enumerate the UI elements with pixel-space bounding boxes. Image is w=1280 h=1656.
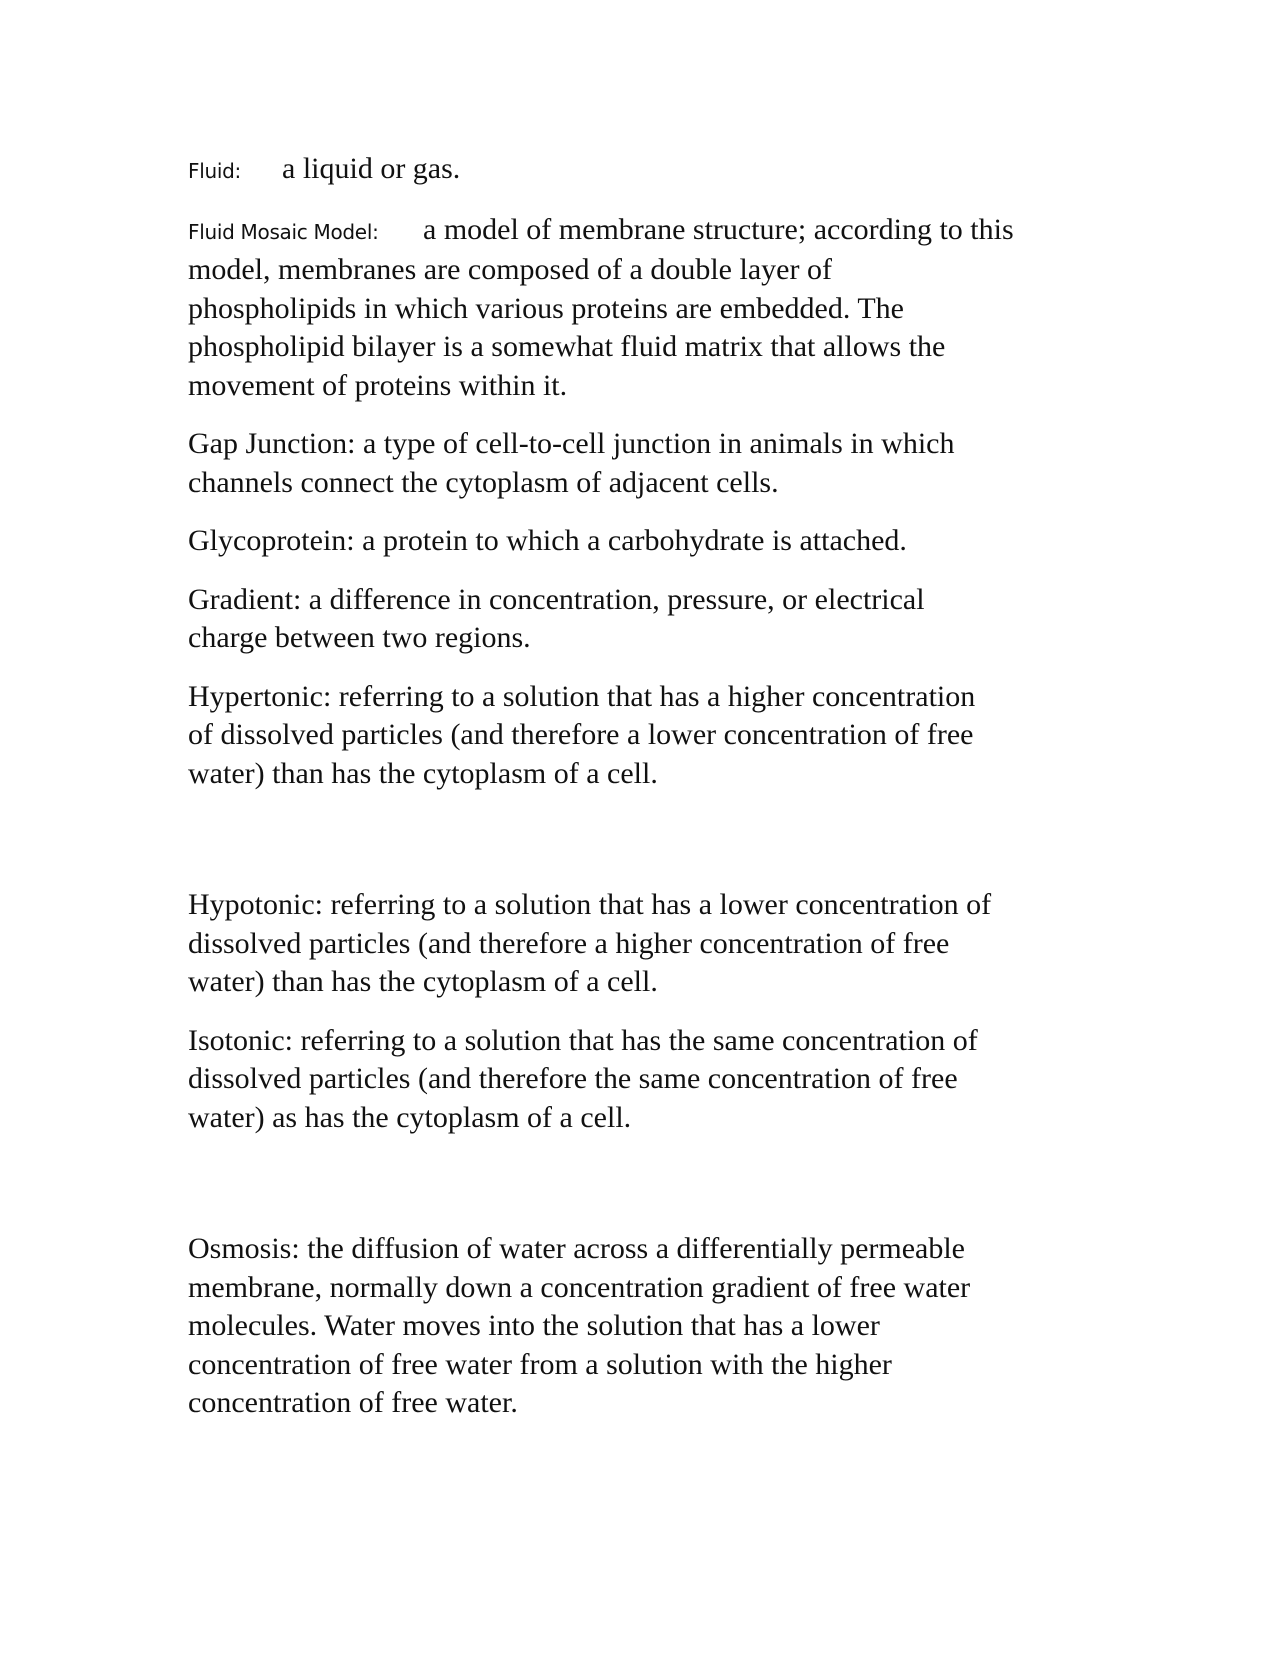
definition-line: Gap Junction: a type of cell-to-cell junction in animals in which [188, 427, 955, 460]
term-fluid: Fluid: [188, 159, 241, 183]
definition-line: membrane, normally down a concentration gradient of free water [188, 1270, 971, 1304]
entry-glycoprotein [188, 522, 1093, 561]
definition-line: water) than has the cytoplasm of a cell. [188, 965, 658, 998]
entry-hypotonic [188, 886, 1093, 1002]
definition-line: Glycoprotein: a protein to which a carbohydrate is attached. [188, 524, 907, 557]
definition-line: concentration of free water. [188, 1386, 518, 1419]
definition-line: Hypertonic: referring to a solution that has a higher concentration [188, 679, 976, 713]
definition-line: concentration of free water from a solution with the higher [188, 1347, 892, 1381]
definition-fluid: a liquid or gas. [282, 152, 461, 185]
definition-line: Hypotonic: referring to a solution that has a lower concentration of [188, 888, 992, 921]
entry-osmosis [188, 1230, 1093, 1423]
definition-line [188, 211, 1093, 252]
definition-line: Isotonic: referring to a solution that has the same concentration of [188, 1023, 978, 1057]
definition-line: movement of proteins within it. [188, 368, 568, 402]
definition-line: channels connect the cytoplasm of adjacent cells. [188, 465, 779, 499]
entry-gap-junction [188, 425, 1093, 502]
entry-fluid [188, 150, 1093, 191]
definition-text: a model of membrane structure; according to this [423, 212, 1014, 246]
definition-line: Osmosis: the diffusion of water across a differentially permeable [188, 1232, 965, 1265]
entry-isotonic [188, 1022, 1093, 1138]
entry-hypertonic [188, 678, 1093, 794]
definition-line: charge between two regions. [188, 621, 531, 654]
term-fluid-mosaic-model: Fluid Mosaic Model: [188, 219, 379, 244]
definition-line: dissolved particles (and therefore the same concentration of free [188, 1062, 958, 1095]
definition-line: Gradient: a difference in concentration, pressure, or electrical [188, 582, 925, 616]
definition-line: of dissolved particles (and therefore a lower concentration of free [188, 718, 974, 751]
entry-fluid-mosaic-model [188, 211, 1093, 406]
definition-line: molecules. Water moves into the solution that has a lower [188, 1309, 880, 1342]
definition-line: phospholipid bilayer is a somewhat fluid matrix that allows the [188, 330, 946, 363]
definition-line: model, membranes are composed of a double layer of [188, 253, 832, 286]
definition-line: water) as has the cytoplasm of a cell. [188, 1100, 632, 1134]
definition-line: dissolved particles (and therefore a higher concentration of free [188, 926, 950, 960]
glossary-content [188, 150, 1093, 1443]
definition-line: water) than has the cytoplasm of a cell. [188, 756, 658, 790]
entry-gradient [188, 581, 1093, 658]
definition-line: phospholipids in which various proteins are embedded. The [188, 291, 904, 325]
